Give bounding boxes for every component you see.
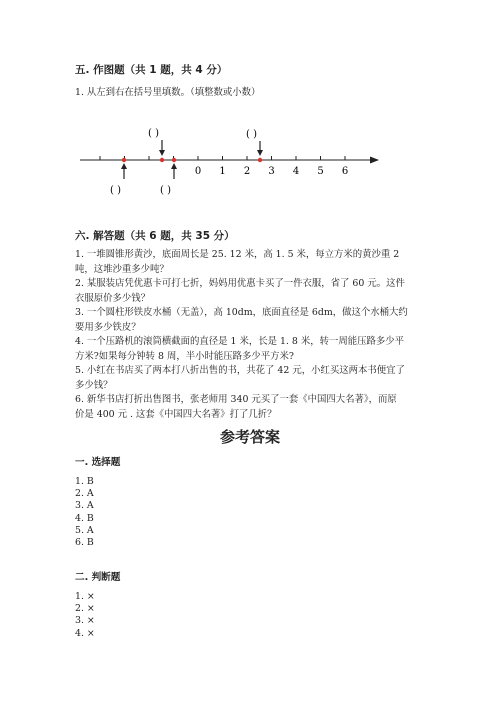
choice-answer-list [75,476,94,549]
list-item: 6. B [75,537,94,549]
number-line-figure [70,118,390,203]
list-item: 2. A [75,488,94,500]
list-item: 3. × [75,615,95,627]
point-marker [160,158,164,162]
point-marker [258,158,262,162]
arrow-head-icon [370,157,379,164]
list-item: 3. A [75,500,94,512]
problem-line: 6. 新华书店打折出售图书，张老师用 340 元买了一套《中国四大名著》，而原 [75,394,397,405]
problem-line: 吨，这堆沙重多少吨？ [75,263,169,275]
up-arrow-head-icon [171,163,177,169]
tick-label: 0 [194,166,202,177]
list-item: 1. B [75,476,94,487]
answers-title: 参考答案 [219,428,280,446]
tick-labels [195,166,348,177]
down-arrow-head-icon [159,150,165,156]
problem-line: 要用多少铁皮？ [75,321,141,333]
list-item: 4. × [75,627,95,639]
answer-bracket-top-2: ( ) [246,129,257,140]
point-marker [172,158,176,162]
tick-label: 3 [268,166,275,177]
problem-line: 1. 一堆圆锥形黄沙，底面周长是 25. 12 米，高 1. 5 米，每立方米的黄沙重 2 [75,249,400,260]
question-text: 1. 从左到右在括号里填数。（填整数或小数） [75,87,261,98]
tick-label: 2 [243,166,251,177]
list-item: 5. A [75,524,94,536]
problem-line: 多少钱？ [75,379,113,391]
tick-marks [100,156,345,160]
answer-bracket-top-1: ( ) [148,128,159,139]
point-marker [122,158,126,162]
problem-line: 5. 小红在书店买了两本打八折出售的书，共花了 42 元，小红买这两本书便宜了 [75,365,405,376]
tick-label: 6 [341,166,349,177]
tick-label: 5 [317,166,324,177]
up-arrow-head-icon [121,163,127,169]
problem-line: 2. 某服装店凭优惠卡可打七折，妈妈用优惠卡买了一件衣服，省了 60 元。这件 [75,278,405,289]
problem-line: 衣服原价多少钱？ [75,292,151,304]
judge-answer-list [75,591,95,640]
problem-line: 方米?如果每分钟转 8 周，半小时能压路多少平方米? [75,350,294,362]
problem-line: 4. 一个压路机的滚筒横截面的直径是 1 米，长是 1. 8 米，转一周能压路多少平 [75,336,404,347]
tick-label: 4 [292,166,300,177]
list-item: 2. × [75,603,95,615]
problem-list [75,248,408,422]
section6-heading: 六. 解答题（共 6 题，共 35 分） [75,230,235,242]
list-item: 1. × [75,591,95,602]
answer-bracket-bottom-2: ( ) [160,185,171,196]
judge-heading: 二. 判断题 [75,572,121,583]
answer-bracket-bottom-1: ( ) [110,185,121,196]
list-item: 4. B [75,512,94,524]
choice-heading: 一. 选择题 [75,457,121,468]
problem-line: 价是 400 元 . 这套《中国四大名著》打了几折？ [75,408,277,420]
problem-line: 3. 一个圆柱形铁皮水桶（无盖），高 10dm，底面直径是 6dm，做这个水桶大约 [75,307,408,318]
down-arrow-head-icon [257,150,263,156]
section5-heading: 五. 作图题（共 1 题，共 4 分） [75,64,228,76]
tick-label: 1 [219,166,226,177]
